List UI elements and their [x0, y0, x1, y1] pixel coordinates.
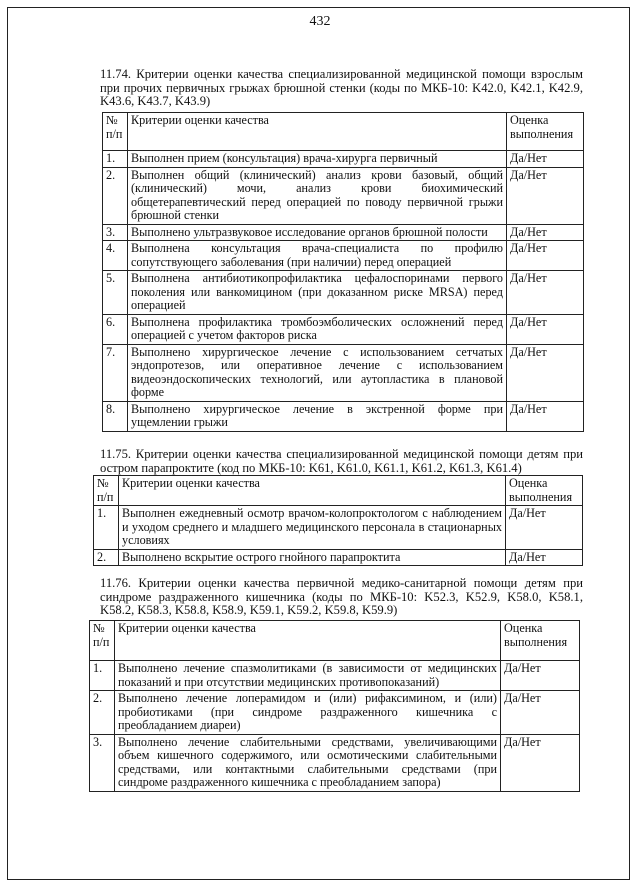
- column-header-criteria: Критерии оценки качества: [119, 476, 506, 506]
- row-number: 8.: [103, 401, 128, 431]
- row-criterion: Выполнено лечение лоперамидом и (или) рифаксимином, и (или) пробиотиками (при синдроме раздраженного кишечника с преобладанием диареи): [115, 691, 501, 735]
- section-heading: 11.75. Критерии оценки качества специализированной медицинской помощи детям при остром парапроктите (код по МКБ-10: K61, K61.0, K61.1, K61.2, K61.3, K61.4): [100, 447, 583, 475]
- table-row: [94, 506, 583, 550]
- row-number: 1.: [94, 506, 119, 550]
- column-header-number: № п/п: [90, 621, 115, 661]
- row-criterion: Выполнен общий (клинический) анализ крови базовый, общий (клинический) мочи, анализ крови биохимический общетерапевтический перед операцией по поводу первичной грыжи брюшной стенки: [128, 167, 507, 224]
- table-row: [103, 241, 584, 271]
- column-header-evaluation: Оценка выполнения: [501, 621, 580, 661]
- table-row: [103, 344, 584, 401]
- row-criterion: Выполнен прием (консультация) врача-хирурга первичный: [128, 151, 507, 168]
- row-number: 2.: [103, 167, 128, 224]
- criteria-table: [102, 112, 584, 432]
- column-header-number: № п/п: [94, 476, 119, 506]
- row-number: 2.: [90, 691, 115, 735]
- row-evaluation: Да/Нет: [507, 271, 584, 315]
- row-criterion: Выполнено вскрытие острого гнойного парапроктита: [119, 549, 506, 566]
- row-evaluation: Да/Нет: [507, 167, 584, 224]
- column-header-criteria: Критерии оценки качества: [115, 621, 501, 661]
- table-row: [103, 271, 584, 315]
- row-evaluation: Да/Нет: [507, 224, 584, 241]
- row-evaluation: Да/Нет: [507, 344, 584, 401]
- table-row: [103, 314, 584, 344]
- table-row: [94, 549, 583, 566]
- row-number: 3.: [90, 734, 115, 791]
- table-row: [103, 167, 584, 224]
- row-criterion: Выполнено хирургическое лечение в экстренной форме при ущемлении грыжи: [128, 401, 507, 431]
- row-criterion: Выполнена профилактика тромбоэмболических осложнений перед операцией с учетом факторов риска: [128, 314, 507, 344]
- row-number: 4.: [103, 241, 128, 271]
- row-evaluation: Да/Нет: [501, 661, 580, 691]
- row-number: 6.: [103, 314, 128, 344]
- row-evaluation: Да/Нет: [507, 241, 584, 271]
- section-heading: 11.74. Критерии оценки качества специализированной медицинской помощи взрослым при прочих первичных грыжах брюшной стенки (коды по МКБ-10: K42.0, K42.1, K42.9, K43.6, K43.7, K43.9): [100, 67, 583, 108]
- criteria-table: [89, 620, 580, 792]
- row-number: 3.: [103, 224, 128, 241]
- table-row: [90, 661, 580, 691]
- row-evaluation: Да/Нет: [501, 734, 580, 791]
- row-number: 1.: [90, 661, 115, 691]
- column-header-evaluation: Оценка выполнения: [506, 476, 583, 506]
- row-criterion: Выполнено ультразвуковое исследование органов брюшной полости: [128, 224, 507, 241]
- table-header-row: [94, 476, 583, 506]
- column-header-number: № п/п: [103, 113, 128, 151]
- table-row: [90, 691, 580, 735]
- section-heading: 11.76. Критерии оценки качества первичной медико-санитарной помощи детям при синдроме раздраженного кишечника (коды по МКБ-10: K52.3, K52.9, K58.0, K58.1, K58.2, K58.3, K58.8, K58.9, K59.1, K59.2, K59.8, K59.9): [100, 576, 583, 617]
- row-evaluation: Да/Нет: [507, 151, 584, 168]
- row-criterion: Выполнено хирургическое лечение с использованием сетчатых эндопротезов, или оперативное лечение с использованием видеоэндоскопических технологий, или аутопластика в плановой форме: [128, 344, 507, 401]
- table-row: [103, 151, 584, 168]
- row-number: 7.: [103, 344, 128, 401]
- criteria-table: [93, 475, 583, 566]
- table-row: [103, 224, 584, 241]
- table-row: [90, 734, 580, 791]
- table-row: [103, 401, 584, 431]
- row-criterion: Выполнено лечение спазмолитиками (в зависимости от медицинских показаний и при отсутствии медицинских противопоказаний): [115, 661, 501, 691]
- row-criterion: Выполнено лечение слабительными средствами, увеличивающими объем кишечного содержимого, или осмотическими слабительными средствами, или контактными слабительными средствами (при синдроме раздраженного кишечника с преобладанием запора): [115, 734, 501, 791]
- row-criterion: Выполнен ежедневный осмотр врачом-колопроктологом с наблюдением и уходом среднего и младшего медицинского персонала в стационарных условиях: [119, 506, 506, 550]
- column-header-evaluation: Оценка выполнения: [507, 113, 584, 151]
- row-number: 1.: [103, 151, 128, 168]
- row-evaluation: Да/Нет: [506, 506, 583, 550]
- row-evaluation: Да/Нет: [506, 549, 583, 566]
- row-evaluation: Да/Нет: [507, 401, 584, 431]
- row-evaluation: Да/Нет: [501, 691, 580, 735]
- row-criterion: Выполнена антибиотикопрофилактика цефалоспоринами первого поколения или ванкомицином (при доказанном риске MRSA) перед операцией: [128, 271, 507, 315]
- row-evaluation: Да/Нет: [507, 314, 584, 344]
- table-header-row: [90, 621, 580, 661]
- row-number: 2.: [94, 549, 119, 566]
- column-header-criteria: Критерии оценки качества: [128, 113, 507, 151]
- table-header-row: [103, 113, 584, 151]
- page-number: 432: [309, 14, 331, 29]
- row-number: 5.: [103, 271, 128, 315]
- row-criterion: Выполнена консультация врача-специалиста по профилю сопутствующего заболевания (при наличии) перед операцией: [128, 241, 507, 271]
